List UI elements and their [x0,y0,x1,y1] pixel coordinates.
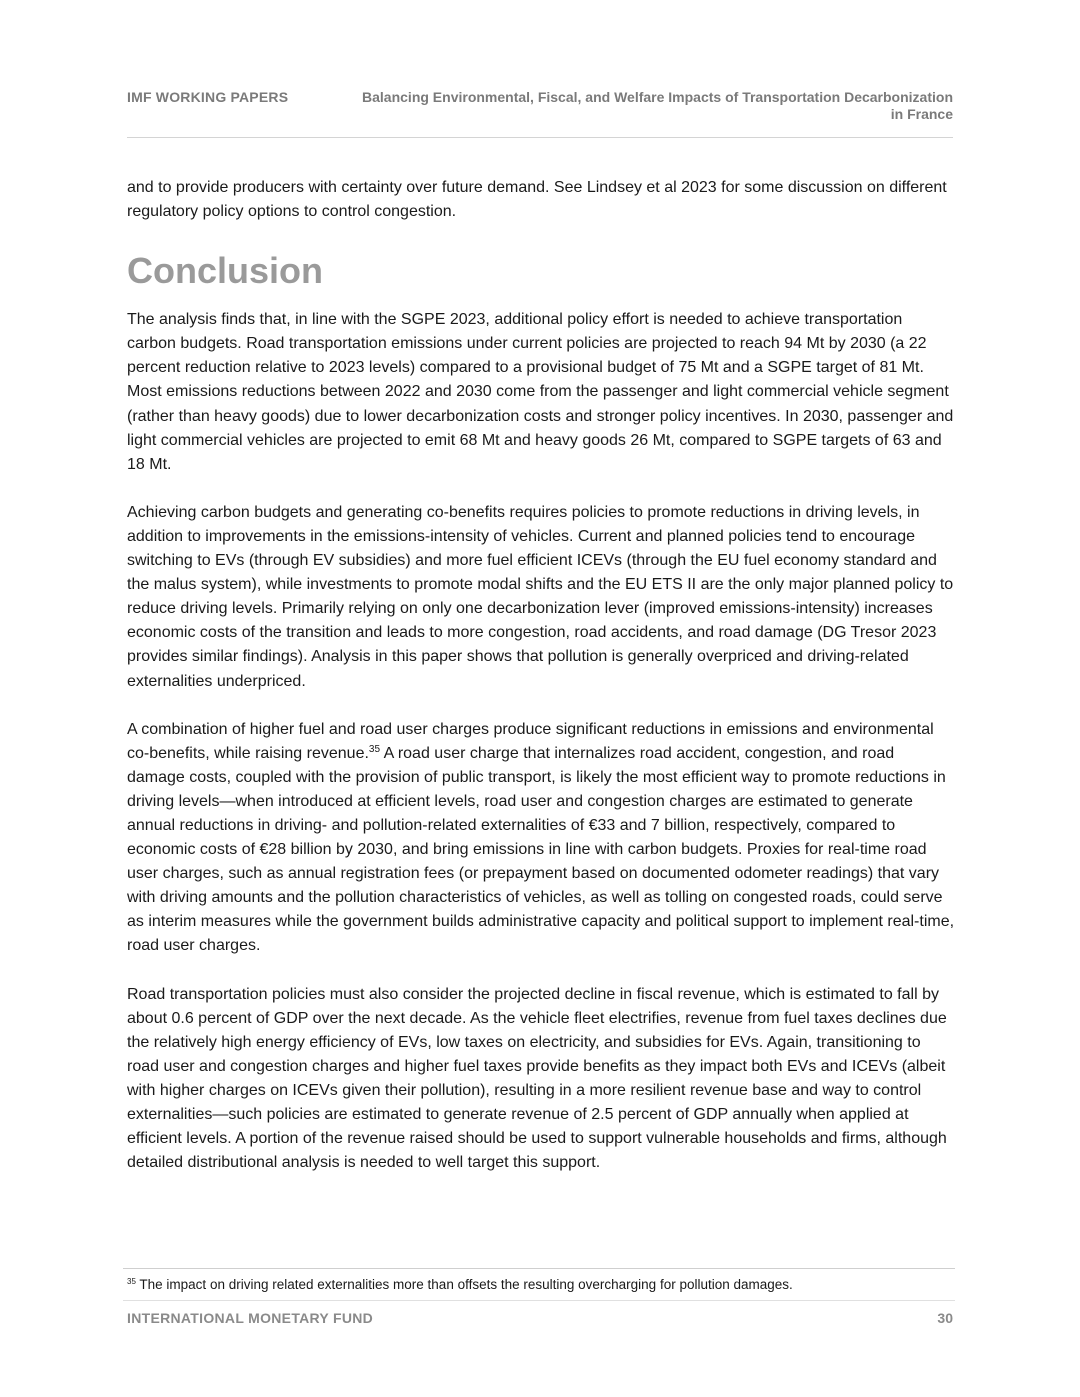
conclusion-paragraph-4: Road transportation policies must also consider the projected decline in fiscal revenue, which is estimated to fall by about 0.6 percent of GDP over the next decade. As the vehicle fleet electrifies, revenue from fuel taxes declines due the relatively high energy efficiency of EVs, low taxes on electricity, and subsidies for EVs. Again, transitioning to road user and congestion charges and higher fuel taxes provide benefits as they impact both EVs and ICEVs (albeit with higher charges on ICEVs given their pollution), resulting in a more resilient revenue base and way to control externalities—such policies are estimated to generate revenue of 2.5 percent of GDP annually when applied at efficient levels. A portion of the revenue raised should be used to support vulnerable households and firms, although detailed distributional analysis is needed to well target this support. [127,985,947,1172]
footnote-number: 35 [127,1277,136,1286]
footnote-text: The impact on driving related externalities more than offsets the resulting overcharging for pollution damages. [135,1277,793,1292]
conclusion-paragraph-2: Achieving carbon budgets and generating co-benefits requires policies to promote reductions in driving levels, in addition to improvements in the emissions-intensity of vehicles. Current and planned policies tend to encourage switching to EVs (through EV subsidies) and more fuel efficient ICEVs (through the EU fuel economy standard and the malus system), while investments to promote modal shifts and the EU ETS II are the only major planned policy to reduce driving levels. Primarily relying on only one decarbonization lever (improved emissions-intensity) increases economic costs of the transition and leads to more congestion, road accidents, and road damage (DG Tresor 2023 provides similar findings). Analysis in this paper shows that pollution is generally overpriced and driving-related externalities underpriced. [127,503,954,690]
running-header [127,89,953,125]
header-divider [127,137,953,138]
footnote-reference-35[interactable]: 35 [368,743,381,755]
paragraph-3-text-start: A combination of higher fuel and road user charges produce significant reductions in emissions and environmental co-benefits, while raising revenue. [127,720,934,762]
paragraph-3-text-end: A road user charge that internalizes road accident, congestion, and road damage costs, coupled with the provision of public transport, is likely the most efficient way to promote reductions in driving levels—when introduced at efficient levels, road user and congestion charges are estimated to generate annual reductions in driving- and pollution-related externalities of €33 and 7 billion, respectively, compared to economic costs of €28 billion by 2030, and bring emissions in line with carbon budgets. Proxies for real-time road user charges, such as annual registration fees (or prepayment based on documented odometer readings) that vary with driving amounts and the pollution characteristics of vehicles, as well as tolling on congested roads, could serve as interim measures while the government builds administrative capacity and political support to implement real-time, road user charges. [127,744,955,955]
footnote-35 [127,1276,955,1294]
header-title-line-1: Balancing Environmental, Fiscal, and Welfare Impacts of Transportation Decarbonization [362,89,953,105]
footer-divider [123,1300,955,1301]
continued-paragraph: and to provide producers with certainty over future demand. See Lindsey et al 2023 for some discussion on different regulatory policy options to control congestion. [127,179,947,221]
footnote-divider [123,1268,955,1269]
section-heading-conclusion: Conclusion [127,250,323,292]
footer-organization: INTERNATIONAL MONETARY FUND [127,1310,374,1326]
header-paper-title [313,89,953,123]
main-content [127,176,955,1199]
header-series-name: IMF WORKING PAPERS [127,89,289,105]
conclusion-paragraph-1: The analysis finds that, in line with the SGPE 2023, additional policy effort is needed to achieve transportation carbon budgets. Road transportation emissions under current policies are projected to reach 94 Mt by 2030 (a 22 percent reduction relative to 2023 levels) compared to a provisional budget of 75 Mt and a SGPE target of 81 Mt. Most emissions reductions between 2022 and 2030 come from the passenger and light commercial vehicle segment (rather than heavy goods) due to lower decarbonization costs and stronger policy incentives. In 2030, passenger and light commercial vehicles are projected to emit 68 Mt and heavy goods 26 Mt, compared to SGPE targets of 63 and 18 Mt. [127,311,954,473]
conclusion-paragraph-3 [127,718,955,959]
header-title-line-2: in France [890,106,953,122]
page-number: 30 [937,1310,953,1326]
